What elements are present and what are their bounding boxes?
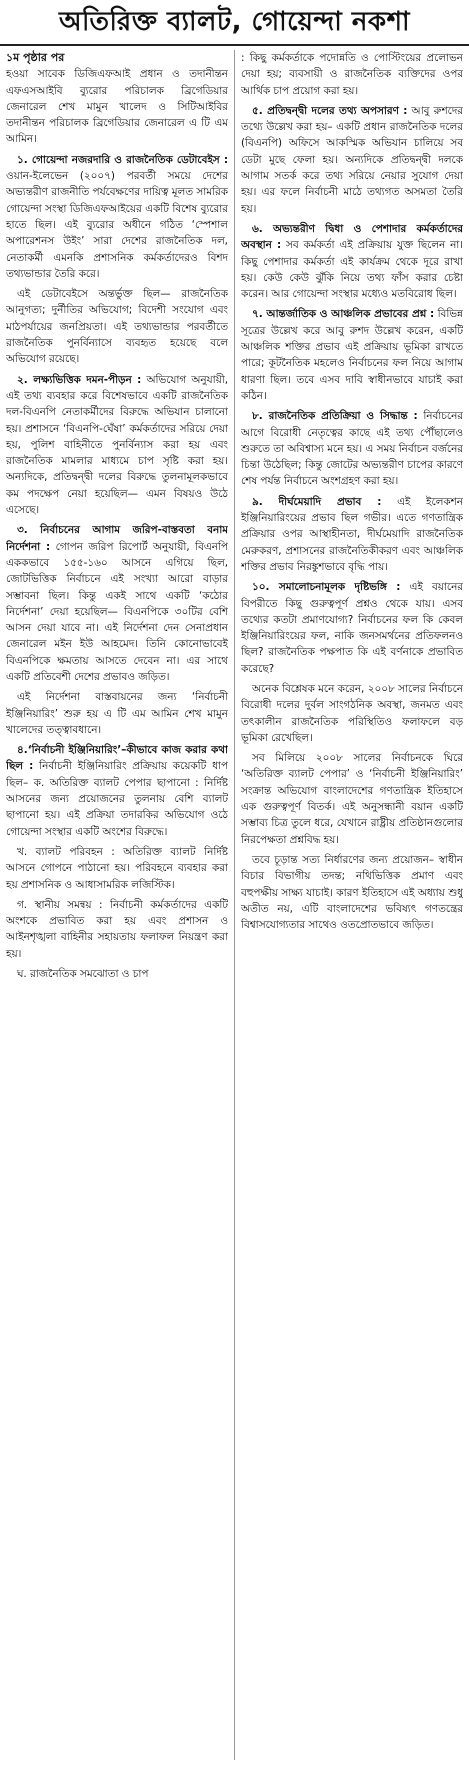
paragraph-text: ঘ. রাজনৈতিক সমঝোতা ও চাপ [17, 968, 149, 981]
article-paragraph [241, 50, 463, 99]
paragraph-text: : কিছু কর্মকর্তাকে পদোন্নতি ও পোস্টিংয়ের প্রলোভন দেয়া হয়; ব্যবসায়ী ও রাজনৈতিক ব্যক্তিদের ওপর আর্থিক চাপ প্রয়োগ করা হয়। [241, 52, 463, 97]
paragraph-text: অভিযোগ অনুযায়ী, এই তথ্য ব্যবহার করে বিশেষভাবে একটি রাজনৈতিক দল-বিএনপি নেতাকর্মীদের বিরুদ্ধে অভিযান চালানো হয়। প্রশাসনে ‘বিএনপি-ঘেঁষা’ কর্মকর্তাদের সরিয়ে দেয়া হয়, পুলিশ বাহিনীতে পুনর্বিন্যাস করা হয় এবং রাজনৈতিক মামলার মাধ্যমে চাপ সৃষ্টি করা হয়। অন্যদিকে, প্রতিদ্বন্দ্বী দলের বিরুদ্ধে তুলনামূলকভাবে কম পদক্ষেপ নেয়া হয়েছিল— এমন বিষয়ও উঠে এসেছে। [6, 373, 228, 517]
article-paragraph [6, 286, 228, 367]
article-paragraph [241, 408, 463, 489]
article-paragraph [6, 844, 228, 893]
article-paragraph [241, 221, 463, 302]
paragraph-text: এই ইলেকশন ইঞ্জিনিয়ারিংয়ের প্রভাব ছিল গভীর। এতে গণতান্ত্রিক প্রক্রিয়ার ওপর আস্থাহীনতা, দীর্ঘমেয়াদি রাজনৈতিক মেরুকরণ, প্রশাসনের রাজনৈতিকীকরণ এবং আঞ্চলিক শক্তির প্রভাব নিরঙ্কুশভাবে বৃদ্ধি পায়। [241, 495, 463, 573]
article-paragraph [241, 852, 463, 933]
article-paragraph [241, 579, 463, 677]
continued-label: ১ম পৃষ্ঠার পর [6, 51, 65, 64]
column-divider [228, 50, 241, 1760]
paragraph-text: এই নির্দেশনা বাস্তবায়নের জন্য ‘নির্বাচনী ইঞ্জিনিয়ারিং’ শুরু হয় এ টি এম আমিন শেখ মামুন খালেদের তত্ত্বাবধানে। [6, 691, 228, 736]
paragraph-text: গ. স্থানীয় সমন্বয় : নির্বাচনী কর্মকর্তাদের একটি অংশকে প্রভাবিত করা হয় এবং প্রশাসন ও আইনশৃঙ্খলা বাহিনীর সহায়তায় ফলাফল নিয়ন্ত্রণ করা হয়। [6, 898, 228, 960]
headline-bar [0, 0, 469, 46]
article-columns [6, 50, 463, 1760]
article-paragraph [6, 66, 228, 147]
paragraph-text: সব কর্মকর্তা এই প্রক্রিয়ায় যুক্ত ছিলেন না। কিছু পেশাদার কর্মকর্তা এই কার্যক্রম থেকে দূরে রাখা হয়। কেউ কেউ ঝুঁকি নিয়ে তথ্য ফাঁস করার চেষ্টা করেন। আর গোয়েন্দা সংস্থার মধ্যেও মতবিরোধ ছিল। [241, 239, 463, 301]
paragraph-text: হওয়া সাবেক ডিজিএফআই প্রধান ও তদানীন্তন এফএসআইবি ব্যুরোর পরিচালক ব্রিগেডিয়ার জেনারেল শেখ মামুন খালেদ ও সিটিআইবির তদানীন্তন পরিচালক ব্রিগেডিয়ার জেনারেল এ টি এম আমিন। [6, 68, 228, 146]
article-paragraph [6, 897, 228, 962]
article-paragraph [241, 103, 463, 217]
left-column [6, 50, 228, 1760]
section-heading: ৯. দীর্ঘমেয়াদি প্রভাব : [252, 495, 382, 508]
article-paragraph [6, 689, 228, 738]
paragraph-text: এই বয়ানের বিপরীতে কিছু গুরুত্বপূর্ণ প্রশ্নও থেকে যায়। এসব তথ্যের কতটা প্রমাণযোগ্য? নির্বাচনের ফল কি কেবল ইঞ্জিনিয়ারিংয়ের ফল, নাকি জনসমর্থনের প্রতিফলনও ছিল? রাজনৈতিক পক্ষপাত কি এই বর্ণনাকে প্রভাবিত করেছে? [241, 581, 463, 675]
paragraph-text: নির্বাচনী ইঞ্জিনিয়ারিং প্রক্রিয়ায় কয়েকটি ধাপ ছিল– ক. অতিরিক্ত ব্যালট পেপার ছাপানো : নির্দিষ্ট আসনের জন্য প্রয়োজনের তুলনায় বেশি ব্যালট ছাপানো হয়। এই প্রক্রিয়া তদারকির অভিযোগ ওঠে গোয়েন্দা সংস্থার একটি অংশের বিরুদ্ধে। [6, 760, 228, 838]
paragraph-text: গোপন জরিপ রিপোর্ট অনুযায়ী, বিএনপি এককভাবে ১৫৫-১৬০ আসনে এগিয়ে ছিল, জোটভিত্তিক নির্বাচনে এই সংখ্যা আরো বাড়ার সম্ভাবনা ছিল। কিন্তু একই সাথে একটি ‘কঠোর নির্দেশনা’ দেয়া হয়েছিল— বিএনপিকে ৩০টির বেশি আসন দেয়া যাবে না। এই নির্দেশনা দেন সেনাপ্রধান জেনারেল মইন ইউ আহমেদ। তিনি কোনোভাবেই বিএনপিকে ক্ষমতায় আসতে দেবেন না। এর সাথে একটি প্রতিবেশী দেশের প্রভাবও জড়িত। [6, 540, 228, 683]
section-heading: ৮. রাজনৈতিক প্রতিক্রিয়া ও সিদ্ধান্ত : [252, 410, 418, 423]
section-heading: ৩. নির্বাচনের আগাম জরিপ-বাস্তবতা বনাম নির্দেশনা : [6, 524, 228, 553]
article-paragraph [6, 522, 228, 685]
article-paragraph [6, 152, 228, 282]
paragraph-text: অনেক বিশ্লেষক মনে করেন, ২০০৮ সালের নির্বাচনে বিরোধী দলের দুর্বল সাংগঠনিক অবস্থা, জনমত এবং তৎকালীন রাজনৈতিক পরিস্থিতিও ফলাফলে বড় ভূমিকা রেখেছিল। [241, 682, 463, 744]
paragraph-text: সব মিলিয়ে ২০০৮ সালের নির্বাচনকে ঘিরে ‘অতিরিক্ত ব্যালট পেপার’ ও ‘নির্বাচনী ইঞ্জিনিয়ারিং’ সংক্রান্ত অভিযোগ বাংলাদেশের গণতান্ত্রিক ইতিহাসে এক গুরুত্বপূর্ণ বিতর্ক। এই অনুসন্ধানী বয়ান একটি সম্ভাব্য চিত্র তুলে ধরে, যেখানে রাষ্ট্রীয় প্রতিষ্ঠানগুলোর নিরপেক্ষতা প্রশ্নবিদ্ধ হয়। [241, 752, 463, 846]
paragraph-text: খ. ব্যালট পরিবহন : অতিরিক্ত ব্যালট নির্দিষ্ট আসনে গোপনে পাঠানো হয়। পরিবহনে ব্যবহার করা হয় প্রশাসনিক ও আধাসামরিক লজিস্টিক। [6, 845, 228, 891]
paragraph-text: এই ডেটাবেইসে অন্তর্ভুক্ত ছিল— রাজনৈতিক আনুগত্য; দুর্নীতির অভিযোগ; বিদেশী সংযোগ এবং মাঠপর্যায়ের জনপ্রিয়তা। এই তথ্যভান্ডার পরবর্তীতে রাজনৈতিক পুনর্বিন্যাসে ব্যবহৃত হয়েছে বলে অভিযোগ রয়েছে। [6, 288, 228, 366]
section-heading: ৭. আন্তর্জাতিক ও আঞ্চলিক প্রভাবের প্রশ্ন : [252, 308, 435, 321]
paragraph-text: তবে চূড়ান্ত সত্য নির্ধারণের জন্য প্রয়োজন– স্বাধীন বিচার বিভাগীয় তদন্ত; নথিভিত্তিক প্রমাণ এবং বহুপক্ষীয় সাক্ষ্য যাচাই। কারণ ইতিহাসে এই অধ্যায় শুধু অতীত নয়, এটি বাংলাদেশের ভবিষ্যৎ গণতন্ত্রের বিশ্বাসযোগ্যতার সাথেও ওতপ্রোতভাবে জড়িত। [241, 853, 463, 932]
section-heading: ৫. প্রতিদ্বন্দ্বী দলের তথ্য অপসারণ : [252, 104, 408, 117]
article-paragraph [241, 306, 463, 404]
paragraph-text: ওয়ান-ইলেভেন (২০০৭) পরবর্তী সময়ে দেশের অভ্যন্তরীণ রাজনীতি পর্যবেক্ষণের দায়িত্ব মূলত সামরিক গোয়েন্দা সংস্থা ডিজিএফআইয়ের একটি বিশেষ ব্যুরোর হাতে ছিল। এই ব্যুরোর অধীনে গঠিত ‘স্পেশাল অপারেশনস উইং’ সারা দেশের রাজনৈতিক দল, নেতাকর্মী এমনকি প্রশাসনিক কর্মকর্তাদেরও বিশদ তথ্যভান্ডার তৈরি করে। [6, 170, 228, 280]
section-heading: ১০. সমালোচনামূলক দৃষ্টিভঙ্গি : [252, 581, 401, 594]
article-paragraph [241, 494, 463, 575]
article-paragraph [241, 681, 463, 746]
article-paragraph [241, 750, 463, 848]
paragraph-text: আবু রুশদের তথ্যে উল্লেখ করা হয়– একটি প্রধান রাজনৈতিক দলের (বিএনপি) অফিসে আকস্মিক অভিযান চালিয়ে সব ডেটা মুছে ফেলা হয়। অন্যদিকে প্রতিদ্বন্দ্বী দলকে আগাম সতর্ক করে তথ্য সরিয়ে নেয়ার সুযোগ দেয়া হয়। এর ফলে নির্বাচনী মাঠে তথ্যগত অসমতা তৈরি হয়। [241, 104, 463, 215]
section-heading: ২. লক্ষ্যভিত্তিক দমন-পীড়ন : [17, 373, 142, 386]
article-paragraph [6, 742, 228, 840]
section-heading: ১. গোয়েন্দা নজরদারি ও রাজনৈতিক ডেটাবেইস : [17, 153, 228, 166]
right-column [241, 50, 463, 1760]
article-paragraph [6, 372, 228, 519]
section-heading: ৪.‘নির্বাচনী ইঞ্জিনিয়ারিং’–কীভাবে কাজ করার কথা ছিল : [6, 744, 228, 773]
headline: অতিরিক্ত ব্যালট, গোয়েন্দা নকশা [58, 7, 410, 37]
article-paragraph [6, 966, 228, 982]
paragraph-text: বিভিন্ন সূত্রের উল্লেখ করে আবু রুশদ উল্লেখ করেন, একটি আঞ্চলিক শক্তির প্রভাব এই প্রক্রিয়ায় ভূমিকা রাখতে পারে; কূটনৈতিক মহলেও নির্বাচনের ফল নিয়ে আগাম ধারণা ছিল। তবে এসব দাবি স্বাধীনভাবে যাচাই করা কঠিন। [241, 308, 463, 402]
section-heading: ৬. অভ্যন্তরীণ দ্বিধা ও পেশাদার কর্মকর্তাদের অবস্থান : [241, 222, 463, 252]
paragraph-text: নির্বাচনের আগে বিরোধী নেতৃত্বের কাছে এই তথ্য পৌঁছালেও শুরুতে তা অবিশ্বাস্য মনে হয়। এ সময় নির্বাচন বর্জনের চিন্তা উঠেছিল; কিন্তু জোটের অভ্যন্তরীণ চাপের কারণে শেষ পর্যন্ত নির্বাচনে অংশগ্রহণ করা হয়। [241, 410, 463, 488]
